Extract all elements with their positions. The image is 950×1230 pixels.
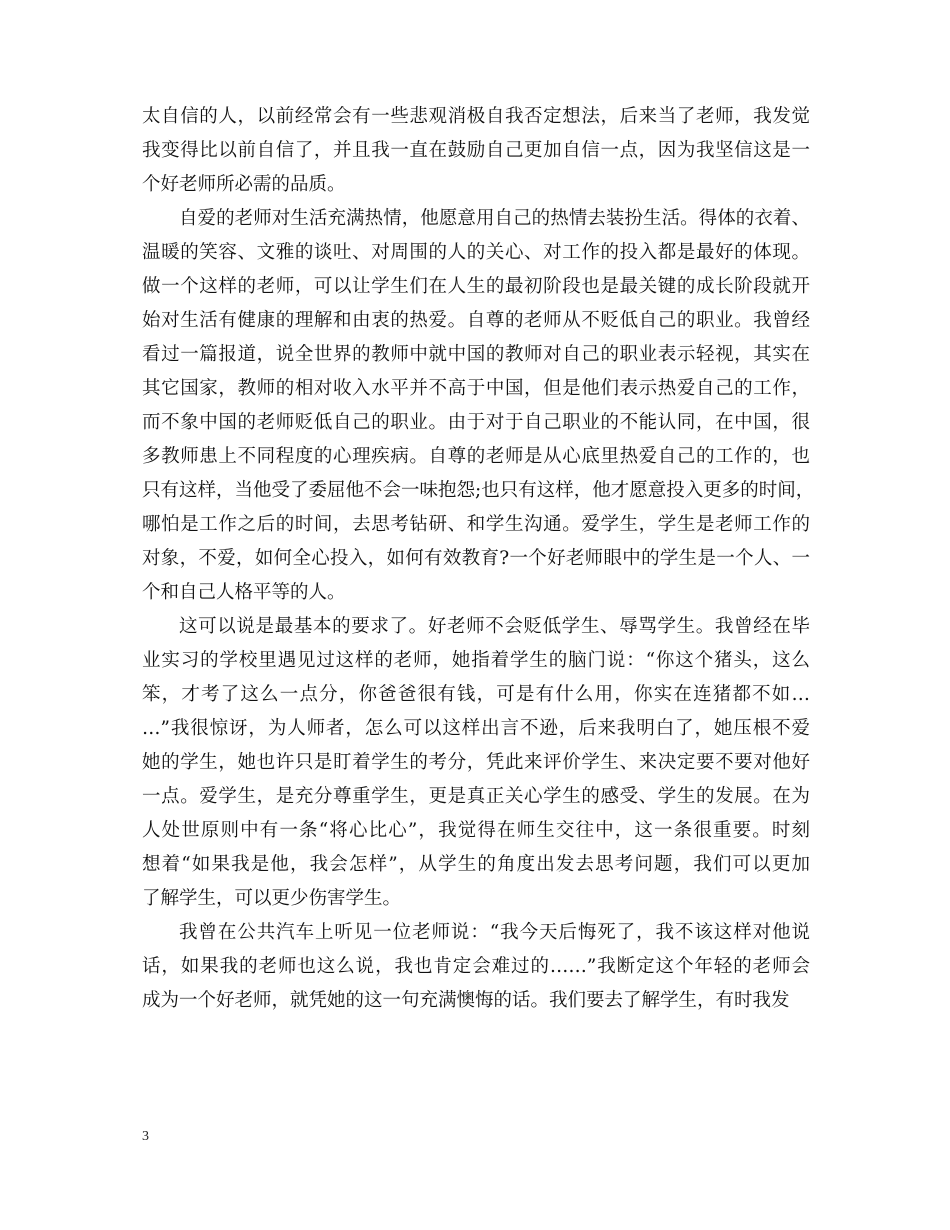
text-line: 笨，才考了这么一点分，你爸爸很有钱，可是有什么用，你实在连猪都不如… — [142, 684, 810, 705]
text-line: 话，如果我的老师也这么说，我也肯定会难过的……”我断定这个年轻的老师会 — [142, 956, 810, 977]
text-line: 人处世原则中有一条“将心比心”，我觉得在师生交往中，这一条很重要。时刻 — [142, 820, 810, 841]
text-line: 温暖的笑容、文雅的谈吐、对周围的人的关心、对工作的投入都是最好的体现。 — [142, 242, 810, 263]
paragraph — [142, 202, 815, 610]
text-line: 太自信的人，以前经常会有一些悲观消极自我否定想法，后来当了老师，我发觉 — [142, 106, 810, 127]
text-line: 始对生活有健康的理解和由衷的热爱。自尊的老师从不贬低自己的职业。我曾经 — [142, 310, 810, 331]
text-line: 这可以说是最基本的要求了。好老师不会贬低学生、辱骂学生。我曾经在毕 — [179, 616, 810, 637]
text-line: …”我很惊讶，为人师者，怎么可以这样出言不逊，后来我明白了，她压根不爱 — [142, 718, 810, 739]
text-line: 看过一篇报道，说全世界的教师中就中国的教师对自己的职业表示轻视，其实在 — [142, 344, 810, 365]
text-line: 多教师患上不同程度的心理疾病。自尊的老师是从心底里热爱自己的工作的，也 — [142, 446, 810, 467]
text-line: 业实习的学校里遇见过这样的老师，她指着学生的脑门说：“你这个猪头，这么 — [142, 650, 810, 671]
text-line: 个和自己人格平等的人。 — [142, 582, 346, 603]
paragraph — [142, 100, 810, 202]
paragraph — [142, 610, 810, 916]
text-line: 只有这样，当他受了委屈他不会一味抱怨;也只有这样，他才愿意投入更多的时间， — [142, 480, 815, 501]
text-line: 一点。爱学生，是充分尊重学生，更是真正关心学生的感受、学生的发展。在为 — [142, 786, 810, 807]
text-line: 自爱的老师对生活充满热情，他愿意用自己的热情去装扮生活。得体的衣着、 — [179, 208, 810, 229]
text-line: 其它国家，教师的相对收入水平并不高于中国，但是他们表示热爱自己的工作， — [142, 378, 810, 399]
text-line: 想着“如果我是他，我会怎样”，从学生的角度出发去思考问题，我们可以更加 — [142, 854, 810, 875]
text-line: 而不象中国的老师贬低自己的职业。由于对于自己职业的不能认同，在中国，很 — [142, 412, 810, 433]
body-text — [142, 100, 815, 1018]
text-line: 我变得比以前自信了，并且我一直在鼓励自己更加自信一点，因为我坚信这是一 — [142, 140, 810, 161]
text-line: 对象，不爱，如何全心投入，如何有效教育?一个好老师眼中的学生是一个人、一 — [142, 548, 810, 569]
text-line: 成为一个好老师，就凭她的这一句充满懊悔的话。我们要去了解学生，有时我发 — [142, 990, 790, 1011]
text-line: 了解学生，可以更少伤害学生。 — [142, 888, 402, 909]
page-number: 3 — [142, 1129, 149, 1144]
text-line: 哪怕是工作之后的时间，去思考钻研、和学生沟通。爱学生，学生是老师工作的 — [142, 514, 810, 535]
paragraph — [142, 916, 810, 1018]
text-line: 我曾在公共汽车上听见一位老师说：“我今天后悔死了，我不该这样对他说 — [179, 922, 810, 943]
text-line: 做一个这样的老师，可以让学生们在人生的最初阶段也是最关键的成长阶段就开 — [142, 276, 810, 297]
text-line: 个好老师所必需的品质。 — [142, 174, 346, 195]
text-line: 她的学生，她也许只是盯着学生的考分，凭此来评价学生、来决定要不要对他好 — [142, 752, 810, 773]
